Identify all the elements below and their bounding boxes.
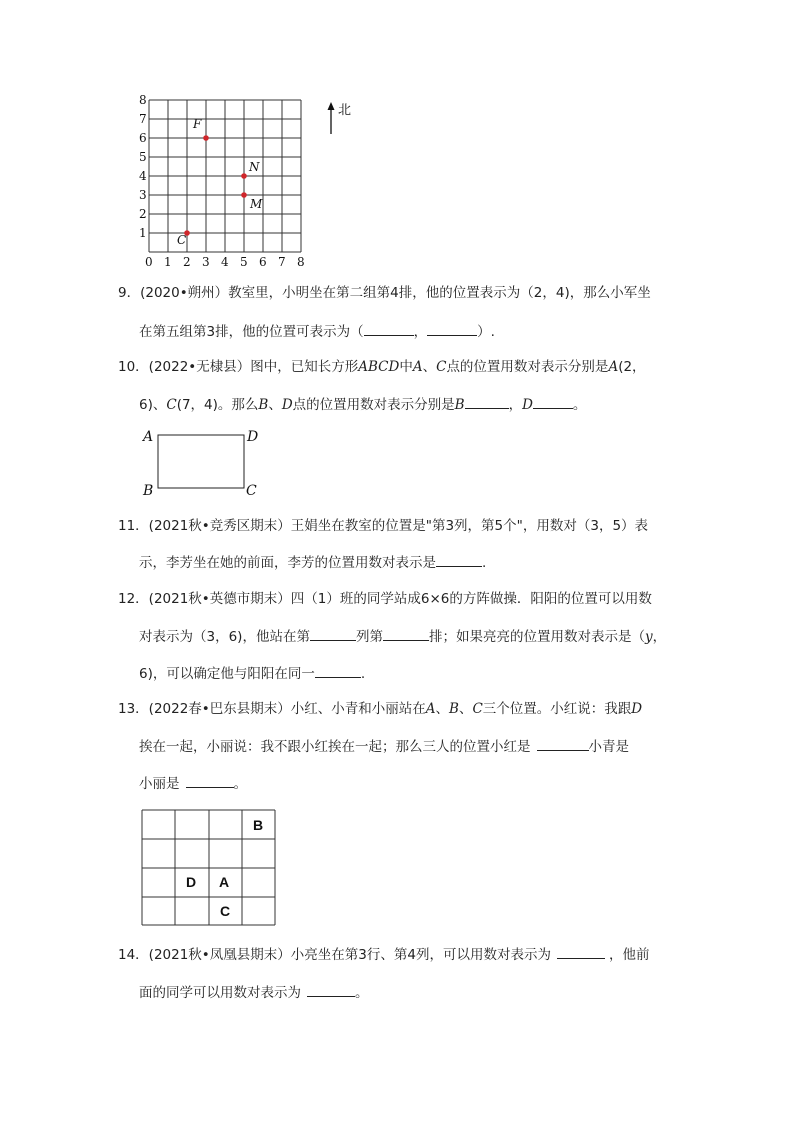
q13-text: 13．(2022春•巴东县期末）小红、小青和小丽站在 [118,701,426,717]
answer-blank[interactable] [427,322,477,336]
q9-text: 在第五组第3排，他的位置可表示为（ [139,324,364,340]
x-tick: 4 [221,255,229,269]
north-arrow [328,102,352,134]
answer-blank[interactable] [383,627,429,641]
answer-blank[interactable] [307,983,355,997]
q10-text: 中 [399,359,413,375]
q10-text: (2， [618,359,646,375]
question-13-line-1 [118,700,642,718]
coordinate-grid-figure [130,90,370,270]
q12-text: 列第 [355,629,383,645]
q10-var: C [166,397,177,413]
question-13-line-3 [139,774,247,793]
y-tick: 5 [139,150,147,164]
q10-text: (7，4)。那么 [176,397,259,413]
y-tick: 3 [139,188,147,202]
vertex-d-label: D [247,429,259,445]
q13-var: A [425,701,436,717]
q10-var: B [454,397,465,413]
q10-var: C [436,359,447,375]
q12-text: 排；如果亮亮的位置用数对表示是（ [428,629,645,645]
x-tick: 1 [164,255,172,269]
question-11-line-2 [139,553,486,572]
answer-blank[interactable] [533,395,573,409]
answer-blank[interactable] [557,945,605,959]
q13-var: C [472,701,483,717]
question-14-line-1 [118,945,649,964]
q13-var: D [631,701,643,717]
q12-text: ， [652,629,667,645]
q13-text: 小丽是 [139,776,180,792]
y-tick: 6 [139,131,147,145]
q10-text: 点的位置用数对表示分别是 [446,359,609,375]
answer-blank[interactable] [310,627,356,641]
q12-text: . [360,666,366,682]
q10-text: 、 [268,397,282,413]
q12-text: 对表示为（3，6)，他站在第 [139,629,310,645]
question-13-line-2 [139,737,629,756]
q9-text: ， [413,324,428,340]
question-9-line-1: 9．(2020•朔州）教室里，小明坐在第二组第4排，他的位置表示为（2，4)，那么小军坐 [118,285,651,301]
cell-c: C [220,903,231,919]
q10-text: 、 [422,359,437,375]
vertex-b-label: B [143,483,154,499]
point-f-label: F [193,117,202,131]
answer-blank[interactable] [186,774,234,788]
y-tick: 7 [139,112,147,126]
q10-var: D [281,397,293,413]
answer-blank[interactable] [364,322,414,336]
q14-text: 14．(2021秋•凤凰县期末）小亮坐在第3行、第4列，可以用数对表示为 [118,947,551,963]
q14-text: 面的同学可以用数对表示为 [139,985,301,1001]
q10-text: ， [508,397,523,413]
q13-text: 、 [435,701,450,717]
x-tick: 6 [259,255,267,269]
x-tick: 0 [145,255,153,269]
point-c-label: C [177,233,187,247]
answer-blank[interactable] [315,664,361,678]
y-tick: 2 [139,207,147,221]
point-n [241,173,247,179]
q13-text: 三个位置。小红说：我跟 [482,701,632,717]
q11-text: . [482,555,487,571]
y-axis-ticks [139,93,147,240]
y-tick: 8 [139,93,147,107]
q12-text: 6)，可以确定他与阳阳在同一 [139,666,315,682]
x-tick: 3 [202,255,210,269]
y-tick: 4 [139,169,147,183]
cell-d: D [186,874,197,890]
q10-text: 6)、 [139,397,167,413]
x-tick: 8 [297,255,305,269]
point-m [241,192,247,198]
north-label: 北 [338,103,352,118]
q10-var: A [608,359,619,375]
question-14-line-2 [139,983,369,1002]
question-10-line-2 [139,395,586,414]
q10-text: 点的位置用数对表示分别是 [292,397,455,413]
question-10-line-1 [118,358,646,376]
q10-var: ABCD [358,359,400,375]
q13-text: 、 [458,701,473,717]
y-tick: 1 [139,226,147,240]
q10-var: D [522,397,533,413]
question-9-line-2 [139,322,495,341]
x-tick: 5 [240,255,248,269]
question-12-line-2 [139,627,666,646]
rectangle [158,435,244,488]
grid-lines [149,100,301,252]
cell-b: B [253,817,264,833]
q9-text: ）. [477,324,495,340]
q11-text: 示，李芳坐在她的前面，李芳的位置用数对表示是 [139,555,436,571]
vertex-a-label: A [143,429,154,445]
answer-blank[interactable] [436,553,482,567]
q10-var: B [258,397,269,413]
x-axis-ticks [145,255,305,269]
q12-var: y [644,629,653,645]
q14-text: 。 [355,985,369,1001]
q13-text: 挨在一起，小丽说：我不跟小红挨在一起；那么三人的位置小红是 [139,739,531,755]
q13-var: B [449,701,459,717]
point-f [203,135,209,141]
question-11-line-1: 11．(2021秋•竞秀区期末）王娟坐在教室的位置是"第3列，第5个"，用数对（3，5）表 [118,518,649,534]
x-tick: 7 [278,255,286,269]
x-tick: 2 [183,255,191,269]
question-12-line-1: 12．(2021秋•英德市期末）四（1）班的同学站成6×6的方阵做操．阳阳的位置可以用数 [118,591,652,607]
point-n-label: N [249,160,260,174]
rectangle-abcd-figure [138,425,268,500]
question-12-line-3 [139,664,365,683]
answer-blank[interactable] [465,395,509,409]
q14-text: ，他前 [608,947,650,963]
points [177,117,263,247]
q10-text: 。 [572,397,587,413]
answer-blank[interactable] [537,737,589,751]
point-m-label: M [250,197,263,211]
vertex-c-label: C [246,483,257,499]
q10-text: 10．(2022•无棣县）图中，已知长方形 [118,359,359,375]
cell-a: A [219,874,230,890]
position-grid-figure [140,808,280,928]
q10-var: A [412,359,423,375]
q13-text: 。 [233,776,247,792]
q13-text: 小青是 [588,739,629,755]
